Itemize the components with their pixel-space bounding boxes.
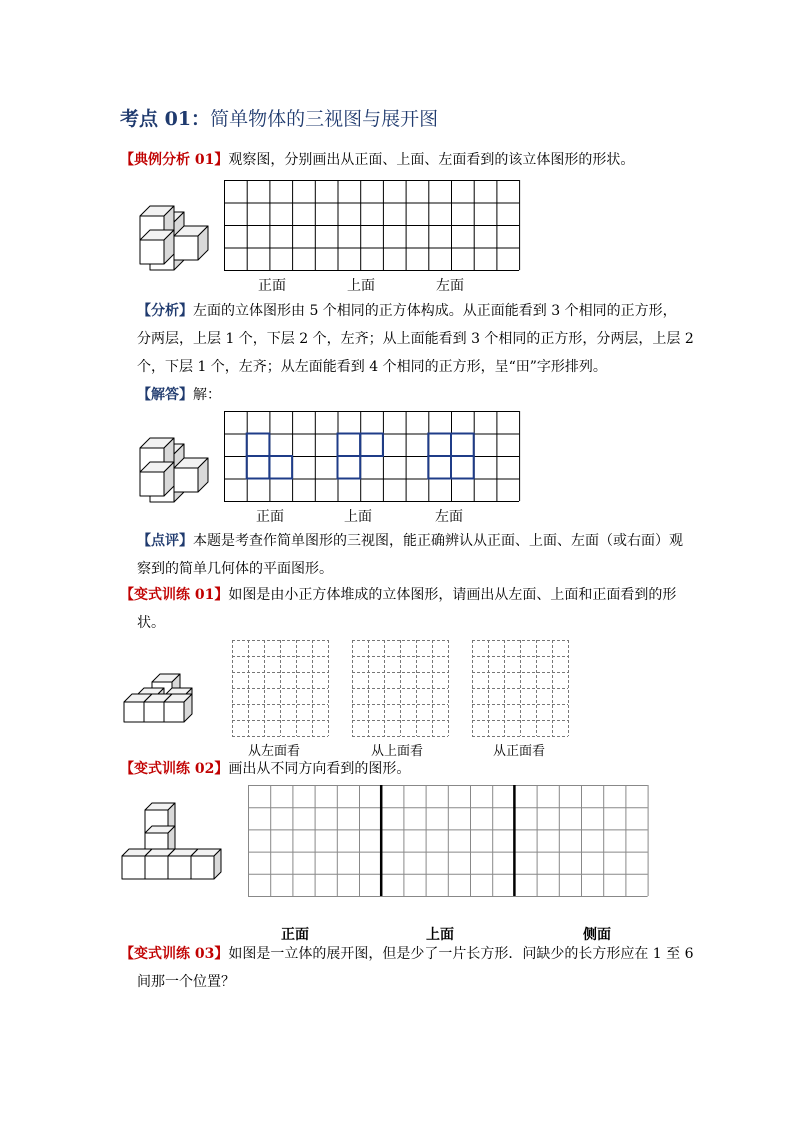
variant2-grid bbox=[248, 785, 650, 897]
variant1-grid-front bbox=[472, 640, 568, 736]
variant1-solid-figure bbox=[120, 660, 200, 724]
comment-tag: 【点评】 bbox=[137, 533, 193, 549]
grid-lines bbox=[472, 640, 569, 737]
answer-tag: 【解答】 bbox=[137, 387, 193, 403]
example-tag: 【典例分析 01】 bbox=[120, 152, 229, 168]
grid-lines bbox=[248, 785, 648, 897]
cube bbox=[191, 849, 221, 879]
grid-lines bbox=[224, 180, 520, 271]
analysis-line-3: 个，下层 1 个，左齐；从左面能看到 4 个相同的正方形，呈“田”字形排列。 bbox=[137, 359, 607, 375]
variant1-grid-left bbox=[232, 640, 328, 736]
variant2-line bbox=[120, 755, 410, 783]
variant1-label-top: 从上面看 bbox=[371, 744, 424, 759]
example-question-text: 观察图，分别画出从正面、上面、左面看到的该立体图形的形状。 bbox=[228, 152, 635, 168]
section-title bbox=[120, 104, 438, 131]
variant3-tag: 【变式训练 03】 bbox=[120, 946, 229, 962]
variant2-label-side: 侧面 bbox=[583, 927, 611, 943]
section-number: 考点 01： bbox=[120, 108, 211, 130]
example-label-top: 上面 bbox=[347, 278, 375, 294]
variant1-grid-top bbox=[352, 640, 448, 736]
example-label-left: 左面 bbox=[436, 278, 464, 294]
answer-solid-figure bbox=[136, 428, 216, 504]
variant3-question-1: 如图是一立体的展开图，但是少了一片长方形．问缺少的长方形应在 1 至 6 bbox=[228, 946, 694, 962]
variant1-line-2: 状。 bbox=[137, 615, 165, 631]
variant2-solid-figure bbox=[120, 800, 226, 882]
top-view-square bbox=[338, 434, 361, 457]
cube bbox=[174, 458, 208, 492]
variant1-tag: 【变式训练 01】 bbox=[120, 587, 229, 603]
analysis-tag: 【分析】 bbox=[137, 303, 193, 319]
analysis-line-2: 分两层，上层 1 个，下层 2 个，左齐；从上面能看到 3 个相同的正方形，分两层，上层 2 bbox=[137, 331, 694, 347]
analysis-text-1: 左面的立体图形由 5 个相同的正方体构成。从正面能看到 3 个相同的正方形， bbox=[193, 303, 677, 319]
variant2-label-top: 上面 bbox=[426, 927, 454, 943]
top-view-square bbox=[338, 456, 361, 479]
answer-grid bbox=[224, 411, 520, 503]
variant1-label-left: 从左面看 bbox=[248, 744, 301, 759]
example-blank-grid bbox=[224, 180, 520, 272]
example-label-front: 正面 bbox=[258, 278, 286, 294]
left-view-square bbox=[428, 456, 451, 479]
answer-line bbox=[137, 381, 221, 409]
comment-line-1 bbox=[137, 527, 683, 555]
comment-text-1: 本题是考查作简单图形的三视图，能正确辨认从正面、上面、左面（或右面）观 bbox=[193, 533, 683, 549]
answer-label-front: 正面 bbox=[256, 509, 284, 525]
left-view-square bbox=[428, 434, 451, 457]
answer-label-top: 上面 bbox=[344, 509, 372, 525]
comment-line-2: 察到的简单几何体的平面图形。 bbox=[137, 561, 333, 577]
section-heading: 简单物体的三视图与展开图 bbox=[210, 108, 439, 130]
front-view-square bbox=[269, 456, 292, 479]
top-view-square bbox=[360, 434, 383, 457]
cube bbox=[140, 462, 174, 496]
example-question bbox=[120, 146, 634, 174]
grid-lines bbox=[232, 640, 329, 737]
front-view-square bbox=[247, 434, 270, 457]
example-solid-figure bbox=[136, 196, 216, 272]
left-view-square bbox=[451, 434, 474, 457]
analysis-line-1 bbox=[137, 297, 677, 325]
variant2-tag: 【变式训练 02】 bbox=[120, 761, 229, 777]
cube bbox=[164, 694, 192, 722]
variant3-line-2: 间那一个位置？ bbox=[137, 974, 235, 990]
variant2-label-front: 正面 bbox=[281, 927, 309, 943]
variant1-question-1: 如图是由小正方体堆成的立体图形，请画出从左面、上面和正面看到的形 bbox=[228, 587, 677, 603]
variant3-line-1 bbox=[120, 940, 694, 968]
cube bbox=[140, 230, 174, 264]
front-view-square bbox=[247, 456, 270, 479]
variant1-label-front: 从正面看 bbox=[493, 744, 546, 759]
variant2-question: 画出从不同方向看到的图形。 bbox=[228, 761, 411, 777]
left-view-square bbox=[451, 456, 474, 479]
grid-lines bbox=[352, 640, 449, 737]
cube bbox=[174, 226, 208, 260]
variant1-line-1 bbox=[120, 581, 676, 609]
answer-label-left: 左面 bbox=[435, 509, 463, 525]
answer-text: 解： bbox=[193, 387, 221, 403]
